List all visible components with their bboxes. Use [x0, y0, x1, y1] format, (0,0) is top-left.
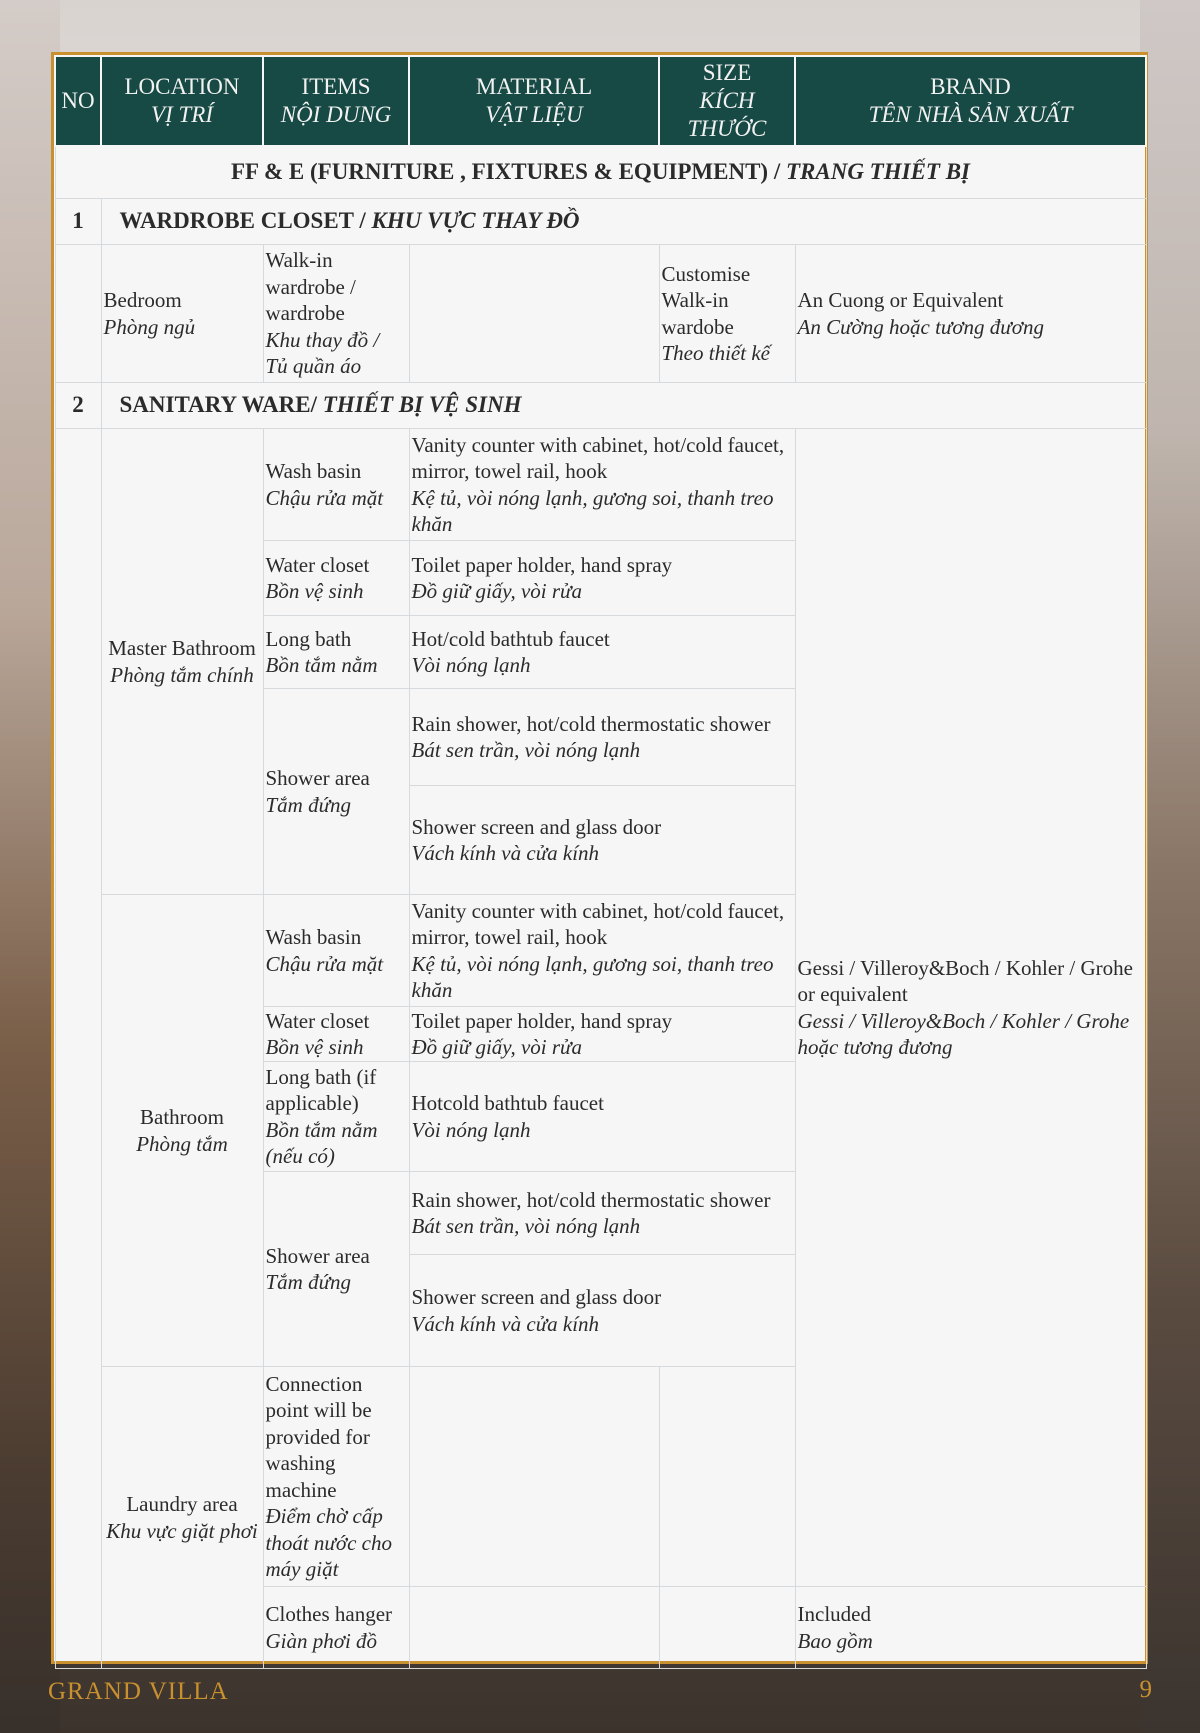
spec-sheet [51, 52, 1148, 1664]
item-cell: Long bath Bồn tắm nằm [263, 616, 409, 689]
material-cell: Hotcold bathtub faucet Vòi nóng lạnh [409, 1062, 795, 1172]
item-cell: Shower area Tắm đứng [263, 1172, 409, 1367]
header-location: LOCATION VỊ TRÍ [101, 56, 263, 146]
material-cell: Rain shower, hot/cold thermostatic shower Bát sen trần, vòi nóng lạnh [409, 689, 795, 786]
material-cell [409, 1367, 659, 1587]
material-cell: Shower screen and glass door Vách kính và cửa kính [409, 786, 795, 895]
section-title: SANITARY WARE/ THIẾT BỊ VỆ SINH [101, 383, 1146, 429]
material-cell: Vanity counter with cabinet, hot/cold faucet, mirror, towel rail, hook Kệ tủ, vòi nóng lạnh, gương soi, thanh treo khăn [409, 895, 795, 1007]
table-header-row [55, 56, 1146, 146]
material-cell [409, 245, 659, 383]
no-cell [55, 245, 101, 383]
size-cell: Customise Walk-in wardobe Theo thiết kế [659, 245, 795, 383]
item-cell: Clothes hanger Giàn phơi đồ [263, 1587, 409, 1669]
item-cell: Walk-in wardrobe / wardrobe Khu thay đồ / Tủ quần áo [263, 245, 409, 383]
item-cell: Long bath (if applicable) Bồn tắm nằm (nếu có) [263, 1062, 409, 1172]
material-cell [409, 1587, 659, 1669]
item-cell: Connection point will be provided for washing machine Điểm chờ cấp thoát nước cho máy giặt [263, 1367, 409, 1587]
section-number: 2 [55, 383, 101, 429]
item-cell: Water closet Bồn vệ sinh [263, 1007, 409, 1062]
location-cell-laundry: Laundry area Khu vực giặt phơi [101, 1367, 263, 1669]
item-cell: Wash basin Chậu rửa mặt [263, 429, 409, 541]
header-items: ITEMS NỘI DUNG [263, 56, 409, 146]
size-cell [659, 1367, 795, 1587]
section-row-sanitary [55, 383, 1146, 429]
ffe-title-row [55, 146, 1146, 199]
section-title: WARDROBE CLOSET / KHU VỰC THAY ĐỒ [101, 199, 1146, 245]
section-row-wardrobe [55, 199, 1146, 245]
location-cell: Bedroom Phòng ngủ [101, 245, 263, 383]
header-size: SIZE KÍCH THƯỚC [659, 56, 795, 146]
brand-cell: An Cuong or Equivalent An Cường hoặc tương đương [795, 245, 1146, 383]
item-cell: Water closet Bồn vệ sinh [263, 541, 409, 616]
material-cell: Toilet paper holder, hand spray Đồ giữ giấy, vòi rửa [409, 1007, 795, 1062]
item-cell: Wash basin Chậu rửa mặt [263, 895, 409, 1007]
material-cell: Vanity counter with cabinet, hot/cold faucet, mirror, towel rail, hook Kệ tủ, vòi nóng lạnh, gương soi, thanh treo khăn [409, 429, 795, 541]
material-cell: Toilet paper holder, hand spray Đồ giữ giấy, vòi rửa [409, 541, 795, 616]
brand-cell: Included Bao gồm [795, 1587, 1146, 1669]
brand-cell-sanitary: Gessi / Villeroy&Boch / Kohler / Grohe or equivalent Gessi / Villeroy&Boch / Kohler / Grohe hoặc tương đương [795, 429, 1146, 1587]
footer-brand-name: GRAND VILLA [48, 1678, 229, 1705]
size-cell [659, 1587, 795, 1669]
location-cell-bathroom: Bathroom Phòng tắm [101, 895, 263, 1367]
no-cell [55, 429, 101, 1669]
table-row [55, 245, 1146, 383]
header-material: MATERIAL VẬT LIỆU [409, 56, 659, 146]
background-photo-right [1140, 0, 1200, 1733]
header-brand: BRAND TÊN NHÀ SẢN XUẤT [795, 56, 1146, 146]
material-cell: Shower screen and glass door Vách kính và cửa kính [409, 1255, 795, 1367]
material-cell: Hot/cold bathtub faucet Vòi nóng lạnh [409, 616, 795, 689]
item-cell: Shower area Tắm đứng [263, 689, 409, 895]
specification-table [54, 55, 1147, 1669]
ffe-title: FF & E (FURNITURE , FIXTURES & EQUIPMENT) / TRANG THIẾT BỊ [55, 146, 1146, 199]
table-row [55, 429, 1146, 541]
page-number: 9 [1139, 1676, 1152, 1703]
location-cell-master-bathroom: Master Bathroom Phòng tắm chính [101, 429, 263, 895]
material-cell: Rain shower, hot/cold thermostatic shower Bát sen trần, vòi nóng lạnh [409, 1172, 795, 1255]
header-no: NO [55, 56, 101, 146]
section-number: 1 [55, 199, 101, 245]
